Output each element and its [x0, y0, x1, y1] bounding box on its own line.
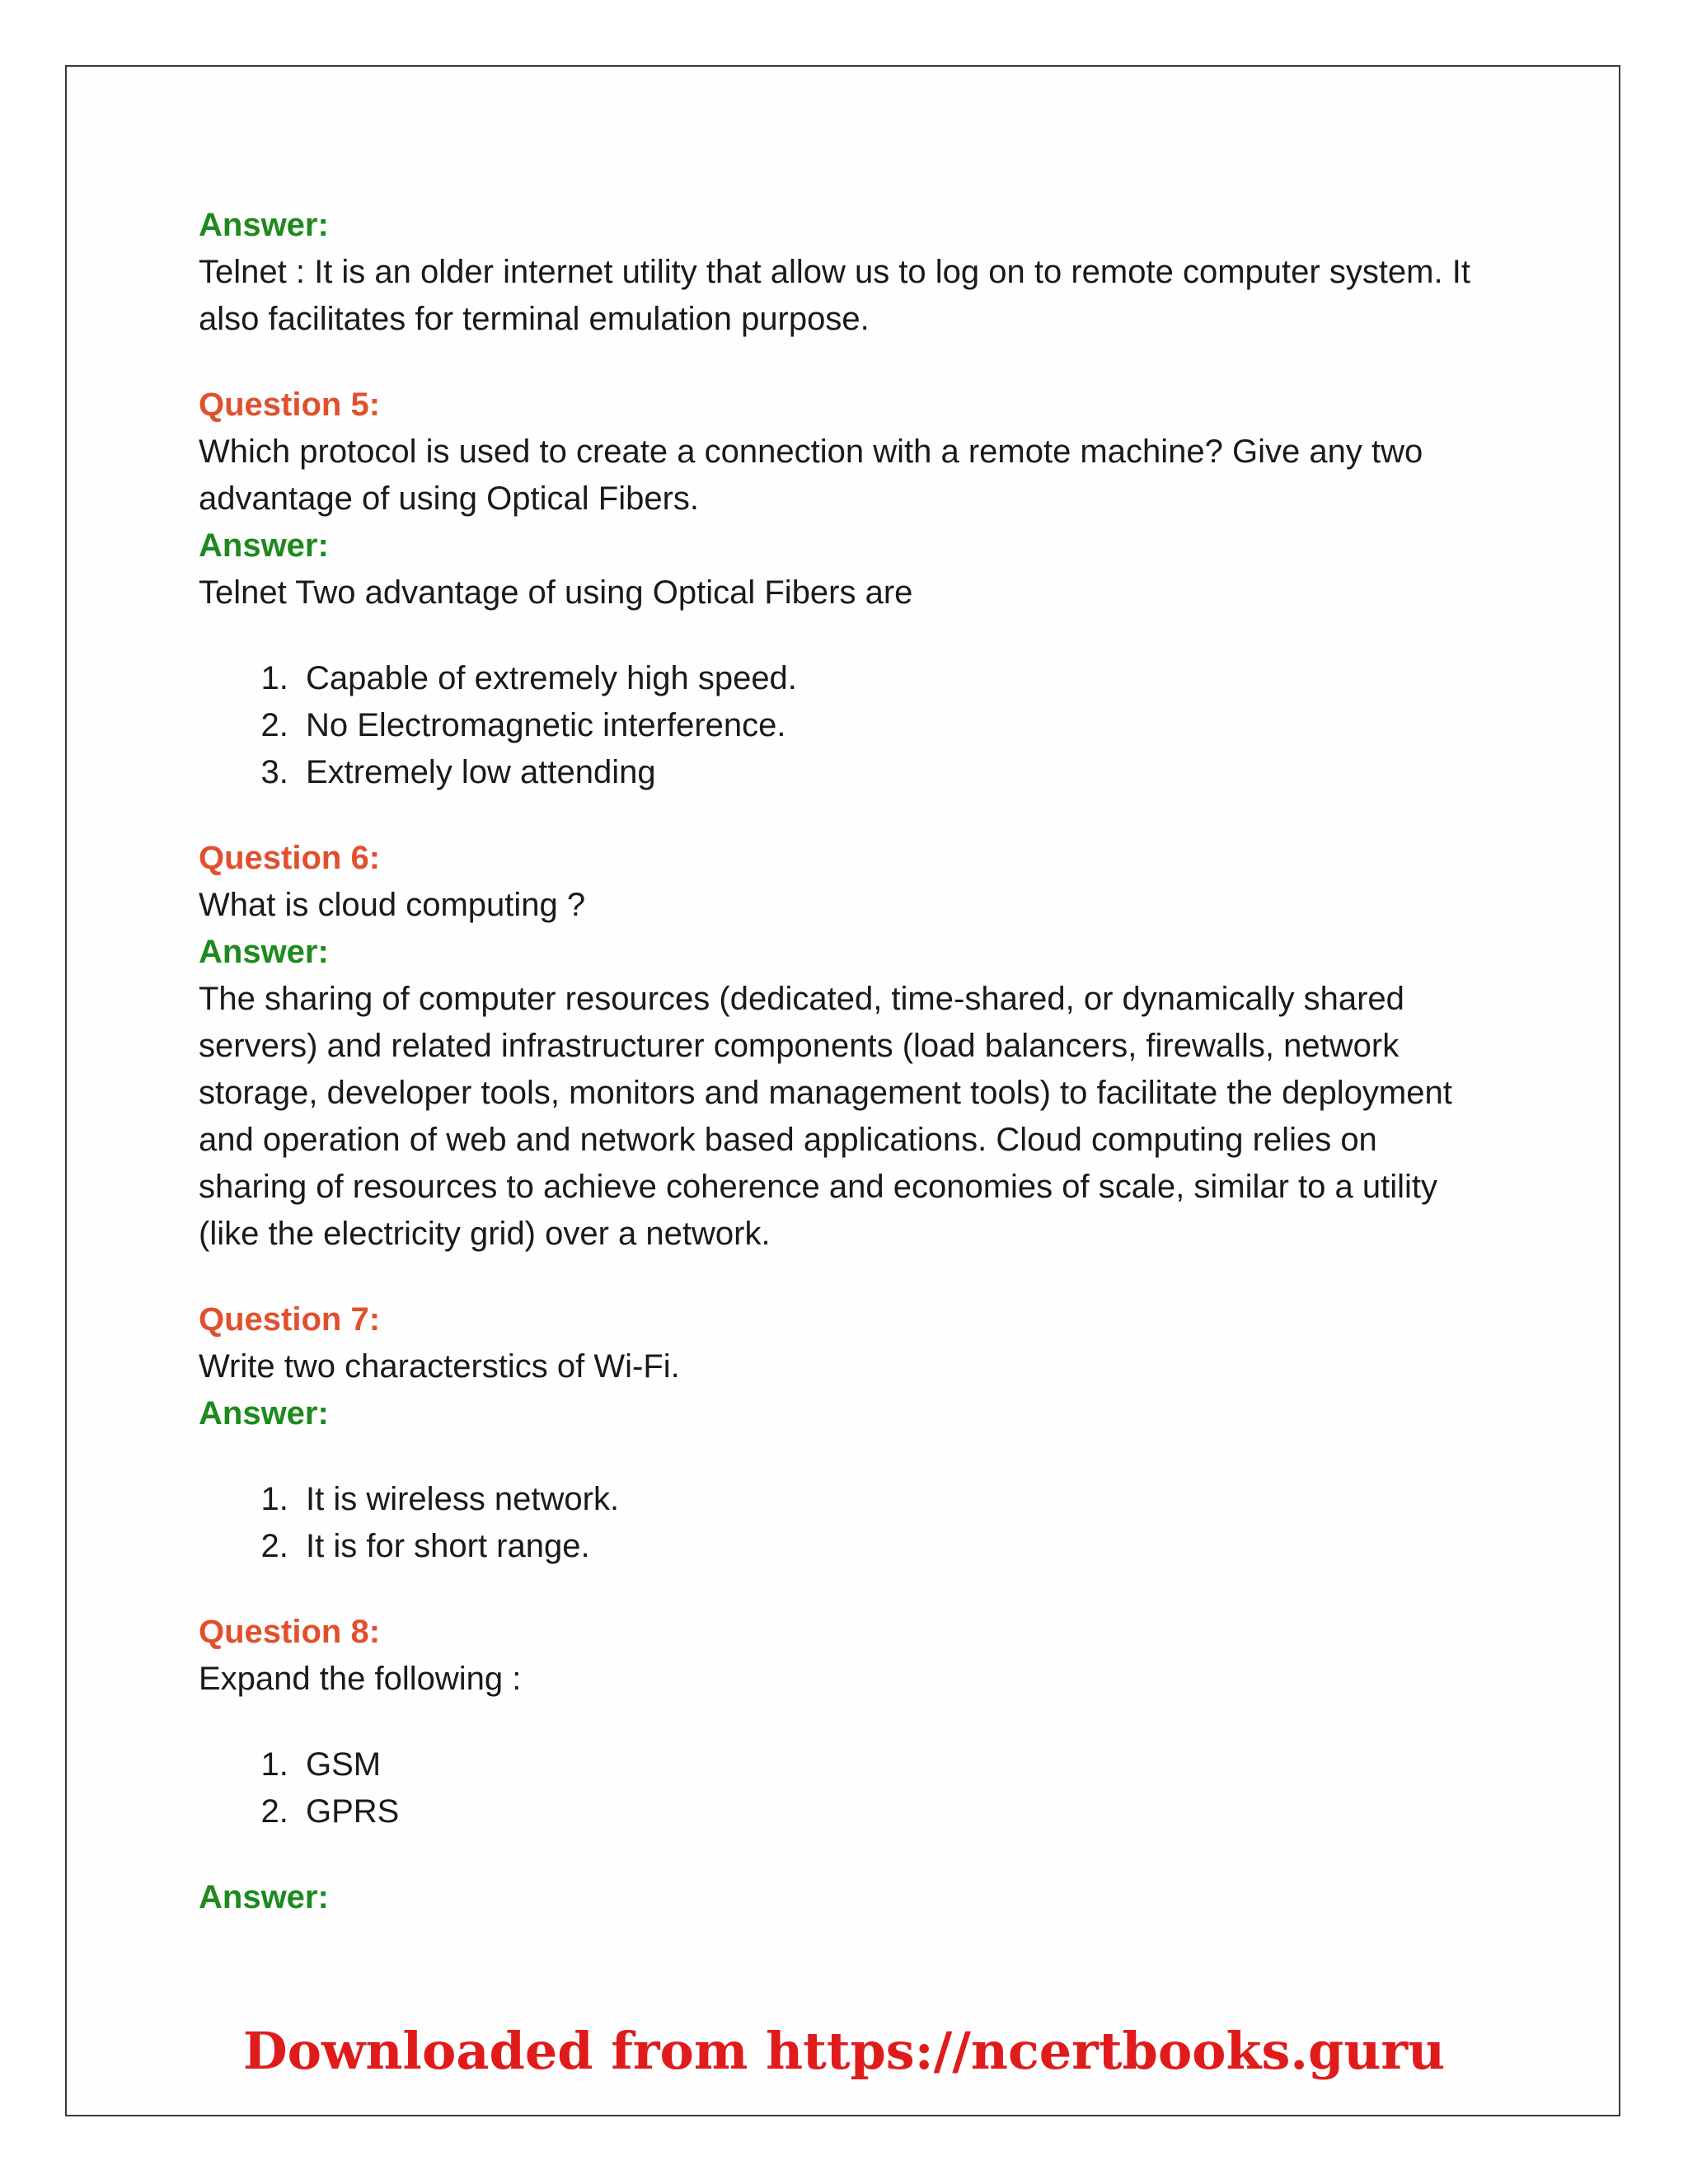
answer-text: Telnet : It is an older internet utility that allow us to log on to remote computer system. It also facilitates for terminal emulation purpose. — [199, 254, 1470, 337]
question-list — [199, 1741, 1484, 1835]
answer-text: The sharing of computer resources (dedicated, time-shared, or dynamically shared servers) and related infrastructurer components (load balancers, firewalls, network storage, developer tools, monitors and management tools) to facilitate the deployment and operation of web and network based applications. Cloud computing relies on sharing of resources to achieve coherence and economies of scale, similar to a utility (like the electricity grid) over a network. — [199, 981, 1452, 1252]
list-item: 2. GPRS — [298, 1788, 1484, 1835]
answer-label: Answer: — [199, 1879, 329, 1915]
question-text: Which protocol is used to create a connection with a remote machine? Give any two advantage of using Optical Fibers. — [199, 434, 1423, 517]
list-item: 2. It is for short range. — [298, 1523, 1484, 1570]
download-source-link[interactable]: Downloaded from https://ncertbooks.guru — [242, 2021, 1446, 2081]
question-label: Question 8: — [199, 1614, 381, 1650]
question-text: What is cloud computing ? — [199, 887, 586, 923]
page-content — [199, 202, 1484, 1921]
list-item: 2. No Electromagnetic interference. — [298, 702, 1484, 749]
answer-label: Answer: — [199, 934, 329, 970]
question-label: Question 7: — [199, 1301, 381, 1338]
list-item: 1. It is wireless network. — [298, 1476, 1484, 1523]
list-item: 1. Capable of extremely high speed. — [298, 655, 1484, 702]
question-text: Write two characterstics of Wi-Fi. — [199, 1348, 680, 1385]
answer-list — [199, 655, 1484, 796]
answer-label: Answer: — [199, 1395, 329, 1432]
answer-label: Answer: — [199, 527, 329, 564]
list-item: 3. Extremely low attending — [298, 749, 1484, 796]
answer-list — [199, 1476, 1484, 1570]
list-item: 1. GSM — [298, 1741, 1484, 1788]
question-label: Question 6: — [199, 840, 381, 876]
answer-label: Answer: — [199, 207, 329, 243]
question-label: Question 5: — [199, 387, 381, 423]
answer-text: Telnet Two advantage of using Optical Fibers are — [199, 574, 913, 611]
question-text: Expand the following : — [199, 1661, 522, 1697]
